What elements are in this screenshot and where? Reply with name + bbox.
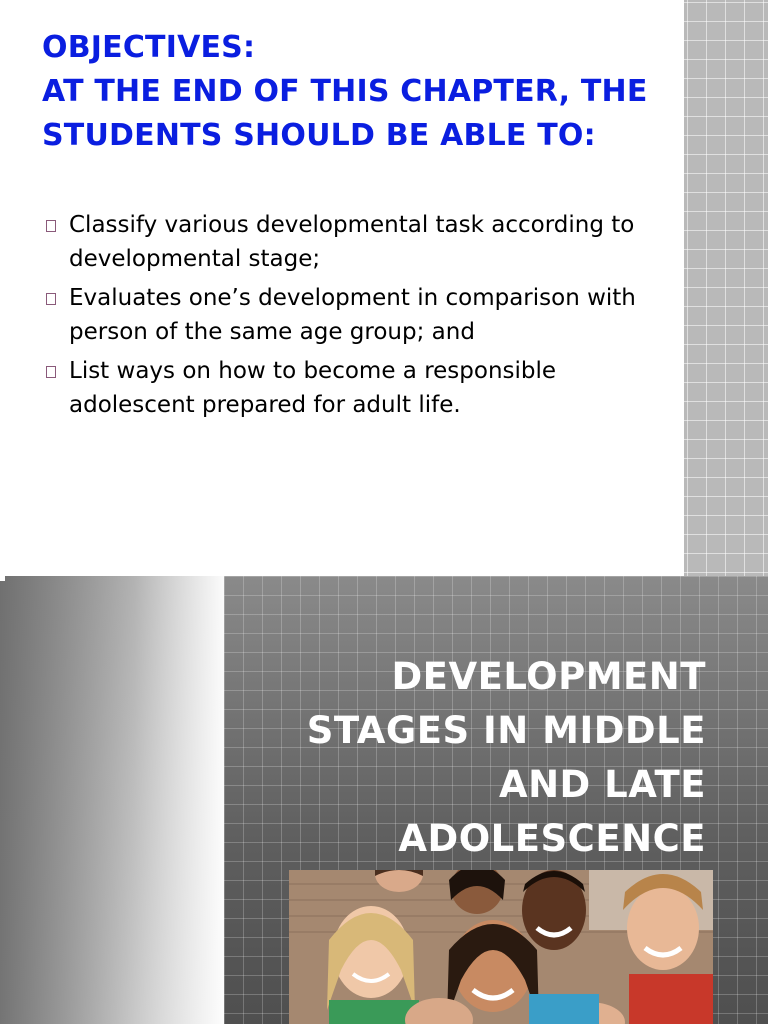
group-of-teenagers-photo [289,870,713,1024]
objectives-list [46,208,686,427]
gradient-overlay [0,576,224,1024]
grid-decoration [684,0,768,576]
slide-title-development [0,576,768,1024]
list-item-text: List ways on how to become a responsible adolescent prepared for adult life. [69,358,557,418]
slide-title [246,650,706,866]
title-line: ADOLESCENCE [398,817,706,860]
list-item [46,281,686,349]
title-line: AT THE END OF THIS CHAPTER, THE [42,74,648,109]
square-bullet-icon [46,293,56,305]
list-item-text: Evaluates one’s development in comparison with person of the same age group; and [69,285,636,345]
title-line: OBJECTIVES: [42,30,256,65]
square-bullet-icon [46,366,56,378]
title-line: STAGES IN MIDDLE [306,709,706,752]
title-line: AND LATE [498,763,706,806]
list-item-text: Classify various developmental task according to developmental stage; [69,212,635,272]
title-line: DEVELOPMENT [391,655,706,698]
corner-mark [0,576,5,581]
title-line: STUDENTS SHOULD BE ABLE TO: [42,118,596,153]
list-item [46,208,686,276]
slide-title [42,26,682,158]
square-bullet-icon [46,220,56,232]
list-item [46,354,686,422]
